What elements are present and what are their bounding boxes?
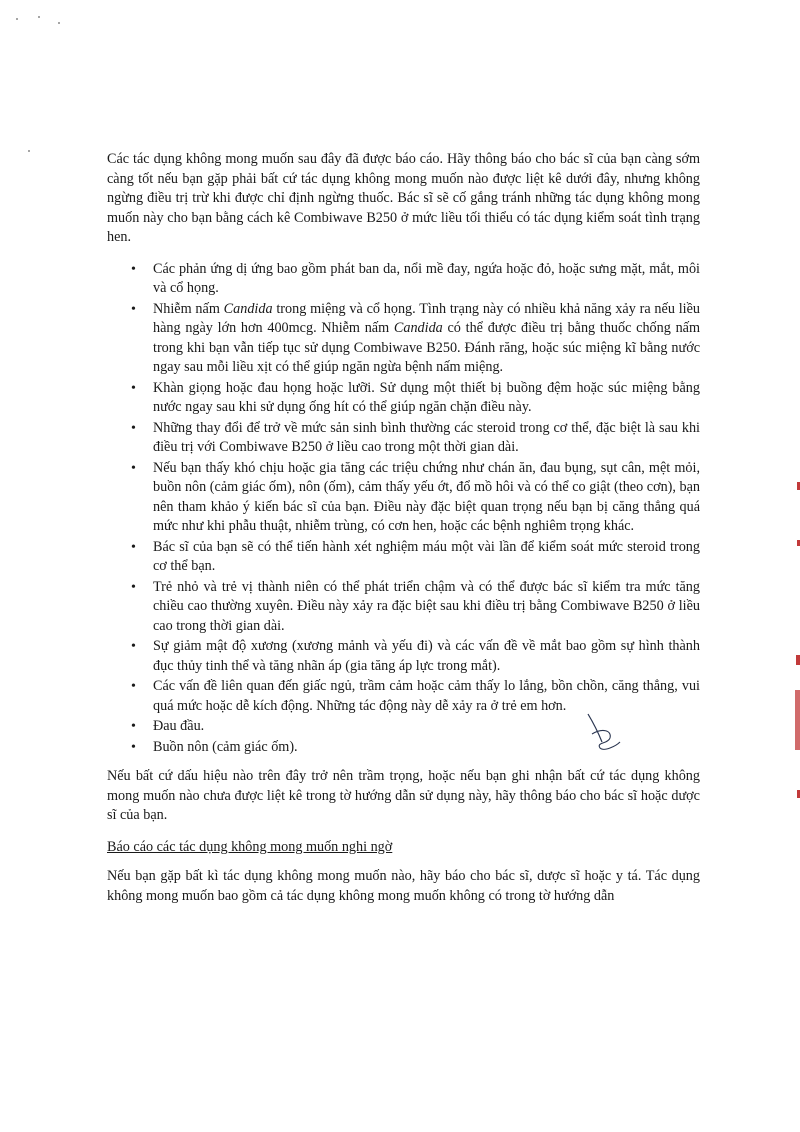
list-item: • Trẻ nhỏ và trẻ vị thành niên có thể phát triển chậm và có thể được bác sĩ kiểm tra mức tăng chiều cao thường xuyên. Điều này xảy ra đặc biệt sau khi điều trị bằng Combiwave B250 ở liều cao trong thời gian dài. [107,578,700,637]
list-item: • Khàn giọng hoặc đau họng hoặc lưỡi. Sử dụng một thiết bị buồng đệm hoặc súc miệng bằng nước ngay sau khi sử dụng ống hít có thể giúp ngăn chặn điều này. [107,379,700,418]
list-item: • Nếu bạn thấy khó chịu hoặc gia tăng các triệu chứng như chán ăn, đau bụng, sụt cân, mệt mỏi, buồn nôn (cảm giác ốm), nôn (ốm), cảm thấy yếu ớt, đổ mồ hôi và có thể co giật (theo cơn), bạn nên tham khảo ý kiến bác sĩ của bạn. Điều này đặc biệt quan trọng nếu bạn bị căng thẳng quá mức như khi phẫu thuật, nhiễm trùng, có cơn hen, hoặc các bệnh nghiêm trọng khác. [107,459,700,537]
edge-stamp-mark [795,690,800,750]
intro-paragraph: Các tác dụng không mong muốn sau đây đã được báo cáo. Hãy thông báo cho bác sĩ của bạn càng sớm càng tốt nếu bạn gặp phải bất cứ tác dụng không mong muốn nào được liệt kê dưới đây, nhưng không ngừng điều trị trừ khi được chỉ định ngừng thuốc. Bác sĩ sẽ cố gắng tránh những tác dụng không mong muốn này cho bạn bằng cách kê Combiwave B250 ở mức liều tối thiểu có tác dụng kiểm soát tình trạng hen. [107,151,700,245]
italic-term: Candida [393,320,443,336]
section-heading: Báo cáo các tác dụng không mong muốn nghi ngờ [107,838,393,855]
list-item: • Các vấn đề liên quan đến giấc ngủ, trầm cảm hoặc cảm thấy lo lắng, bồn chồn, căng thẳng, vui quá mức hoặc dễ kích động. Những tác động này dễ xảy ra ở trẻ em hơn. [107,677,700,716]
list-item: • Buồn nôn (cảm giác ốm). [107,738,700,758]
pen-scribble [586,712,666,762]
list-item-text: trong miệng và cổ họng. Tình trạng này có nhiều khả năng xảy ra nếu liều hàng ngày lớn hơn 400mcg. Nhiễm nấm [153,300,701,336]
list-item: • Sự giảm mật độ xương (xương mảnh và yếu đi) và các vấn đề về mắt bao gồm sự hình thành đục thủy tinh thể và tăng nhãn áp (gia tăng áp lực trong mắt). [107,637,700,676]
section-body-paragraph: Nếu bạn gặp bất kì tác dụng không mong muốn nào, hãy báo cho bác sĩ, dược sĩ hoặc y tá. Tác dụng không mong muốn bao gồm cả tác dụng không mong muốn không có trong tờ hướng dẫn [107,868,700,904]
scan-speck [28,150,30,152]
document-page [107,150,700,906]
list-item-text: có thể được điều trị bằng thuốc chống nấm trong khi bạn vẫn tiếp tục sử dụng Combiwave B250. Đánh răng, hoặc súc miệng kĩ bằng nước ngay sau mỗi liều xịt có thể giúp ngăn ngừa bệnh nấm miệng. [153,320,700,375]
italic-term: Candida [223,300,273,317]
list-item: • Những thay đổi để trở về mức sản sinh bình thường các steroid trong cơ thể, đặc biệt là sau khi điều trị với Combiwave B250 ở liều cao trong một thời gian dài. [107,419,700,458]
list-item: • Các phản ứng dị ứng bao gồm phát ban da, nổi mề đay, ngứa hoặc đỏ, hoặc sưng mặt, mắt, môi và cổ họng. [107,260,700,299]
scan-speck [58,22,60,24]
list-item: • Đau đầu. [107,717,700,737]
list-item-text: Nhiễm nấm [153,300,224,317]
edge-stamp-mark [796,655,800,665]
scan-speck [38,16,40,18]
list-item [107,300,700,378]
side-effects-list [107,260,700,758]
after-list-paragraph: Nếu bất cứ dấu hiệu nào trên đây trở nên trầm trọng, hoặc nếu bạn ghi nhận bất cứ tác dụng không mong muốn nào chưa được liệt kê trong tờ hướng dẫn sử dụng này, hãy thông báo cho bác sĩ hoặc dược sĩ của bạn. [107,768,700,823]
list-item: • Bác sĩ của bạn sẽ có thể tiến hành xét nghiệm máu một vài lần để kiểm soát mức steroid trong cơ thể bạn. [107,538,700,577]
scan-speck [16,18,18,20]
